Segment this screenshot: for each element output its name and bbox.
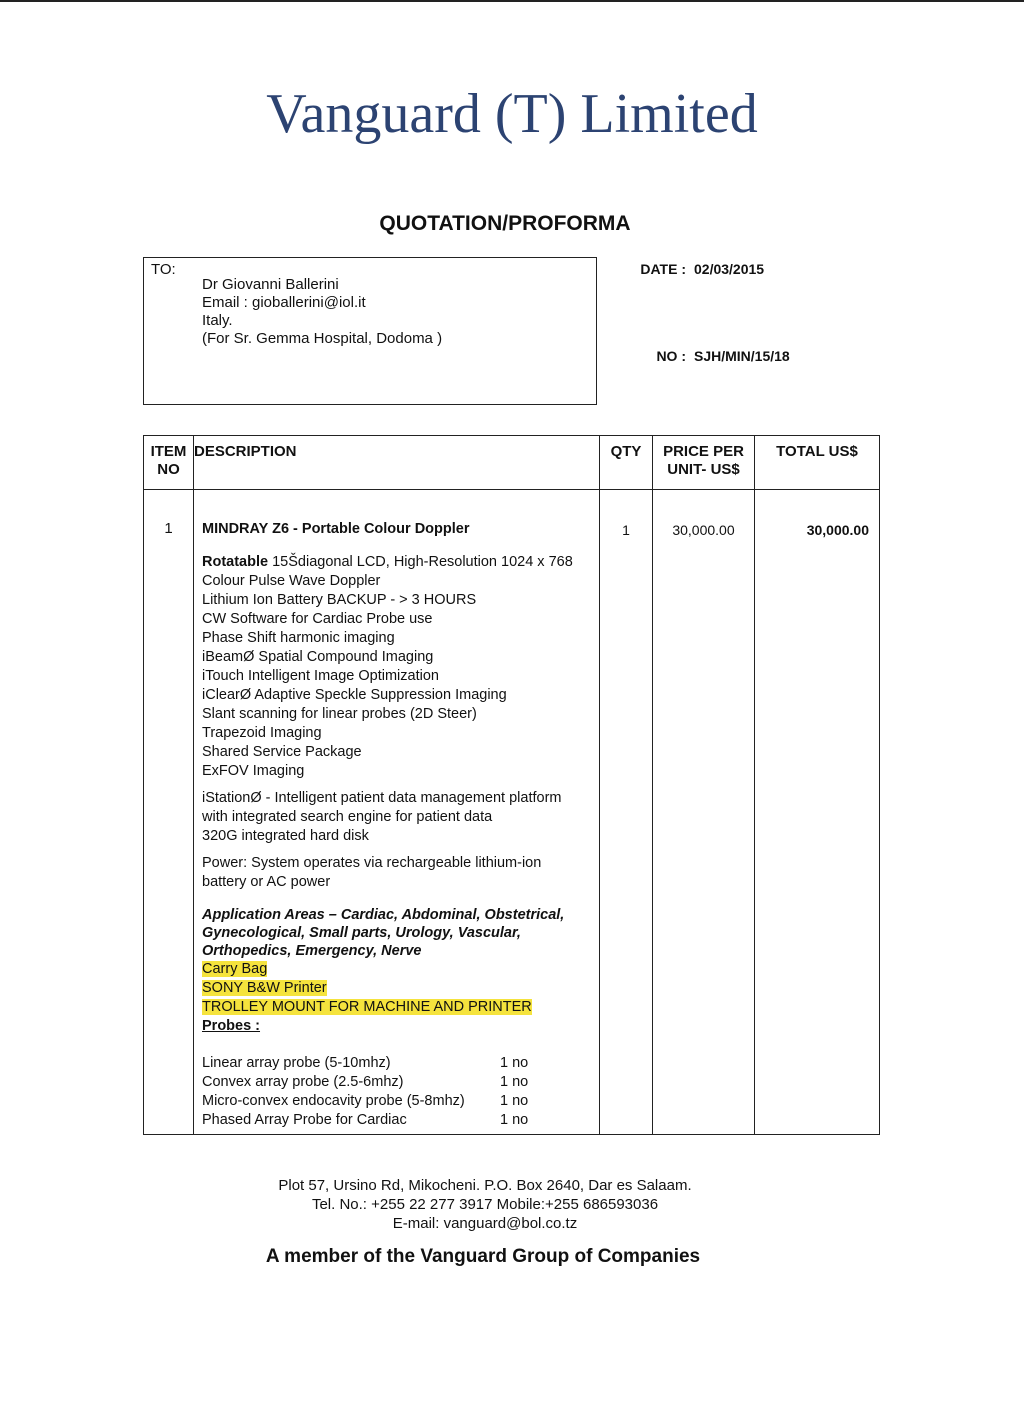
company-address: [0, 1176, 970, 1233]
quote-number-field: [626, 348, 790, 364]
phone-line: Tel. No.: +255 22 277 3917 Mobile:+255 686593036: [311, 1196, 659, 1213]
probe-list: [202, 1054, 599, 1130]
item-number: 1: [164, 520, 173, 537]
accessory-trolley: TROLLEY MOUNT FOR MACHINE AND PRINTER: [202, 999, 532, 1015]
header-description: DESCRIPTION: [194, 436, 600, 490]
number-value: SJH/MIN/15/18: [694, 348, 790, 364]
spec-item: Trapezoid Imaging: [202, 725, 322, 741]
to-label: TO:: [151, 261, 176, 278]
spec-item: Shared Service Package: [202, 744, 362, 760]
probes-heading: Probes :: [202, 1018, 261, 1034]
spec-item: iTouch Intelligent Image Optimization: [202, 668, 439, 684]
application-areas: Application Areas – Cardiac, Abdominal, Obstetrical, Gynecological, Small parts, Urology, Vascular, Orthopedics, Emergency, Nerve: [202, 907, 565, 959]
highlighted-accessories: [202, 960, 599, 1017]
date-field: [626, 261, 764, 277]
document-title: QUOTATION/PROFORMA: [379, 212, 631, 235]
spec-item: Phase Shift harmonic imaging: [202, 630, 395, 646]
email-line: E-mail: vanguard@bol.co.tz: [392, 1215, 578, 1232]
power-block: Power: System operates via rechargeable lithium-ion battery or AC power: [202, 855, 542, 890]
spec-item: Colour Pulse Wave Doppler: [202, 573, 381, 589]
istation-block: iStationØ - Intelligent patient data management platform with integrated search engine for patient data 320G integrated hard disk: [202, 790, 562, 844]
address-line: Plot 57, Ursino Rd, Mikocheni. P.O. Box 2640, Dar es Salaam.: [278, 1177, 692, 1194]
accessory-carry-bag: Carry Bag: [202, 961, 268, 977]
product-title: MINDRAY Z6 - Portable Colour Doppler: [202, 521, 470, 537]
spec-item: Lithium Ion Battery BACKUP - > 3 HOURS: [202, 592, 477, 608]
list-item: Linear array probe (5-10mhz) 1 no: [202, 1055, 529, 1071]
header-qty: QTY: [600, 436, 653, 490]
header-price: PRICE PER UNIT- US$: [653, 436, 755, 490]
group-membership: A member of the Vanguard Group of Companies: [265, 1246, 701, 1267]
recipient-name: Dr Giovanni Ballerini: [202, 276, 339, 293]
top-rule: [0, 0, 1024, 2]
items-table: [143, 435, 880, 1135]
recipient-box: [143, 257, 597, 405]
header-total: TOTAL US$: [755, 436, 880, 490]
recipient-hospital: (For Sr. Gemma Hospital, Dodoma ): [202, 330, 443, 347]
item-total: 30,000.00: [806, 522, 869, 538]
table-header-row: [144, 436, 880, 490]
accessory-printer: SONY B&W Printer: [202, 980, 327, 996]
recipient-email: Email : gioballerini@iol.it: [202, 294, 366, 311]
number-label: NO :: [656, 348, 686, 364]
item-unit-price: 30,000.00: [672, 522, 735, 538]
spec-item: iClearØ Adaptive Speckle Suppression Imaging: [202, 687, 507, 703]
date-value: 02/03/2015: [694, 261, 765, 277]
table-row: [144, 490, 880, 1135]
header-item-no: ITEM NO: [144, 436, 194, 490]
list-item: Phased Array Probe for Cardiac 1 no: [202, 1112, 529, 1128]
recipient-country: Italy.: [202, 312, 233, 329]
recipient-lines: [202, 276, 442, 348]
item-description: [194, 490, 599, 1130]
spec-item: CW Software for Cardiac Probe use: [202, 611, 433, 627]
spec-display: Rotatable 15Šdiagonal LCD, High-Resolution 1024 x 768: [202, 554, 573, 570]
spec-list: [202, 572, 599, 781]
spec-item: Slant scanning for linear probes (2D Steer): [202, 706, 477, 722]
date-label: DATE :: [640, 261, 686, 277]
spec-item: ExFOV Imaging: [202, 763, 305, 779]
list-item: Micro-convex endocavity probe (5-8mhz) 1 no: [202, 1093, 529, 1109]
company-name: Vanguard (T) Limited: [266, 83, 758, 145]
item-qty: 1: [622, 522, 630, 538]
list-item: Convex array probe (2.5-6mhz) 1 no: [202, 1074, 529, 1090]
spec-item: iBeamØ Spatial Compound Imaging: [202, 649, 434, 665]
